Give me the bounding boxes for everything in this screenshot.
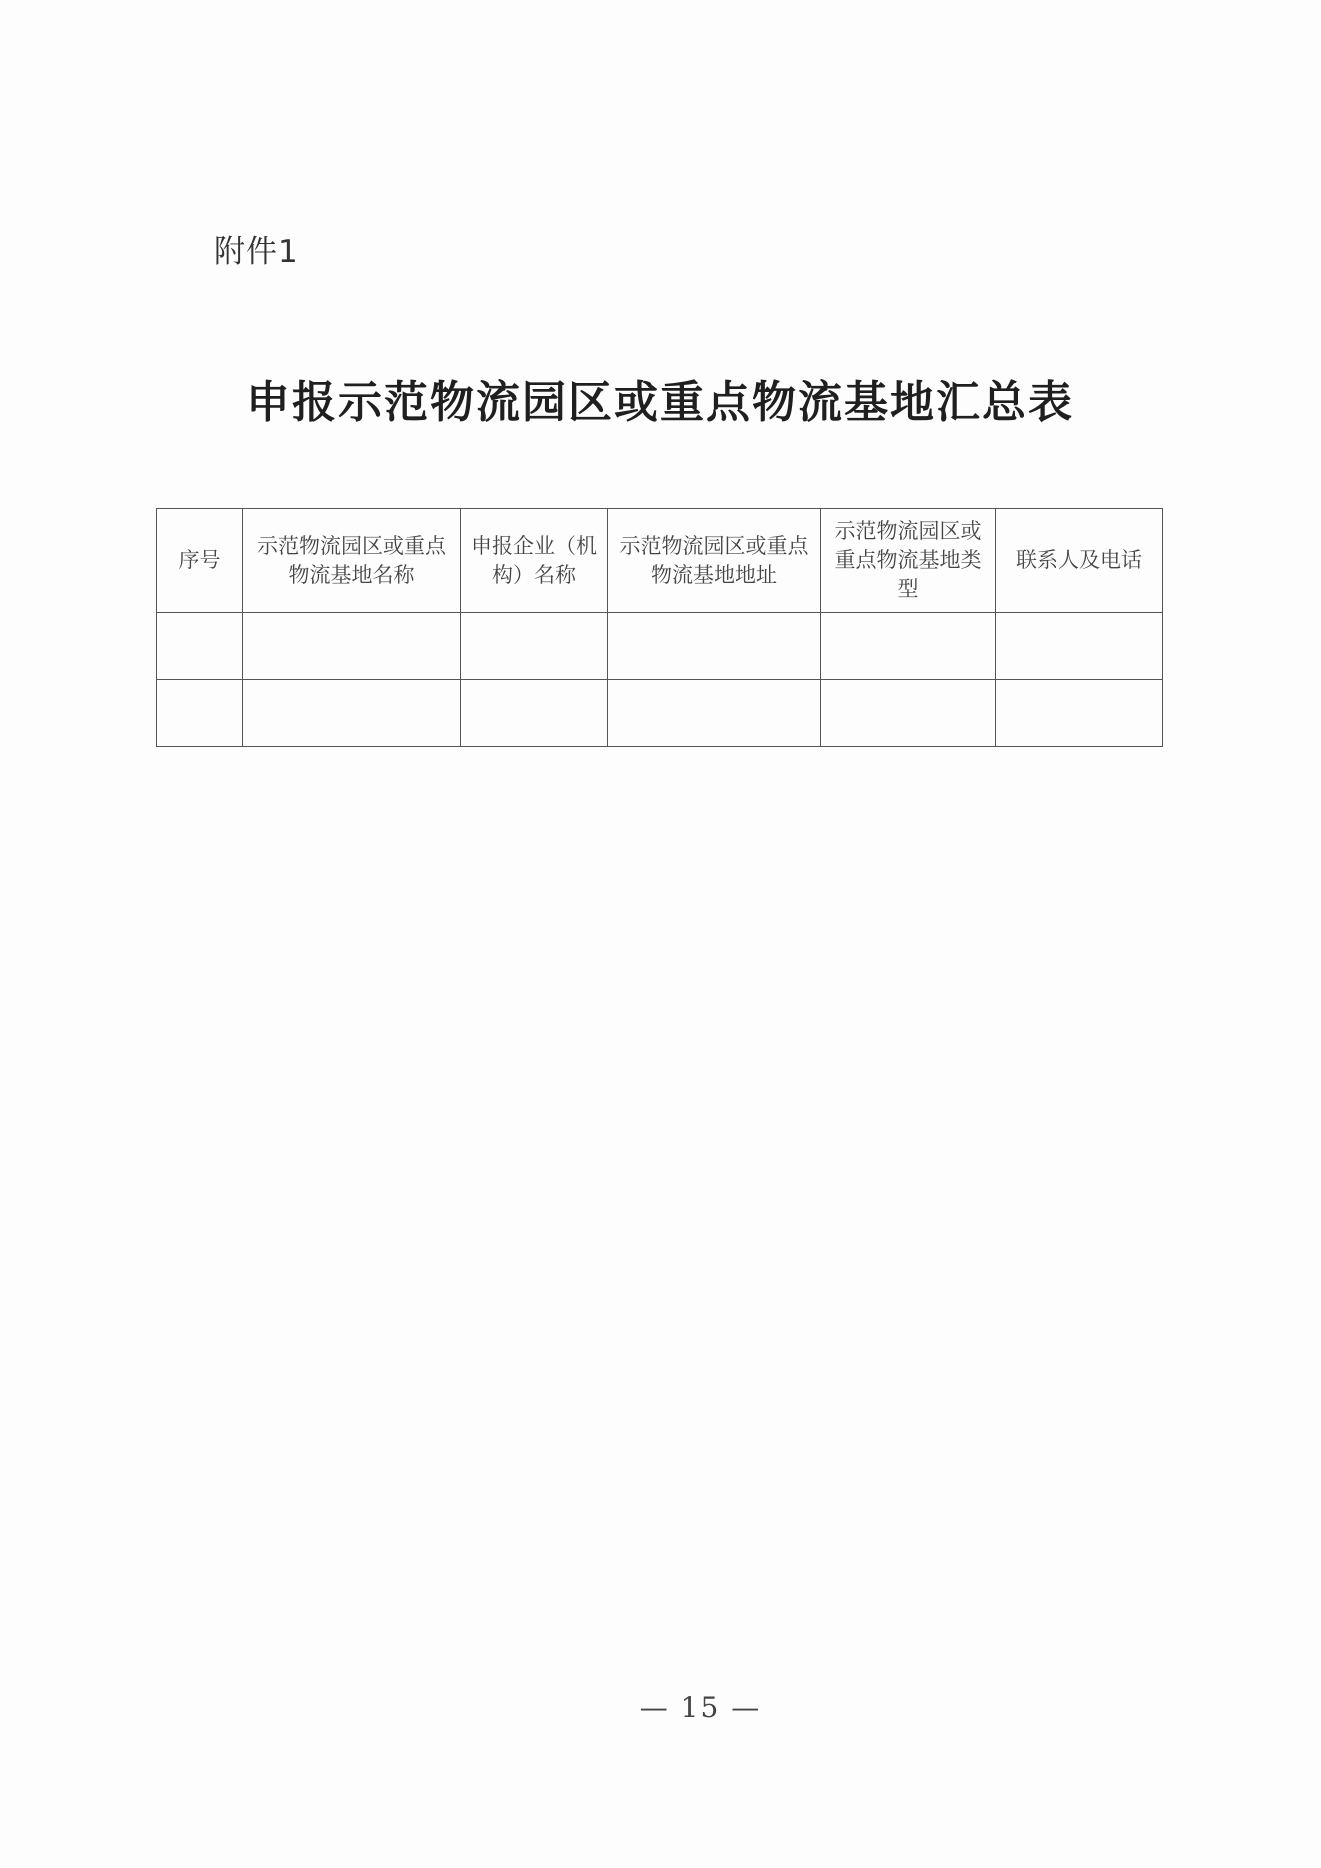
table-row [157,613,1163,680]
document-title: 申报示范物流园区或重点物流基地汇总表 [246,377,1074,428]
header-applicant-name: 申报企业（机构）名称 [461,509,608,613]
table-cell [821,613,996,680]
table-cell [996,613,1163,680]
table-cell [461,680,608,747]
header-park-name: 示范物流园区或重点物流基地名称 [243,509,461,613]
table-cell [243,680,461,747]
header-park-address: 示范物流园区或重点物流基地地址 [608,509,821,613]
table-header-row [157,509,1163,613]
table-cell [608,613,821,680]
table-cell [996,680,1163,747]
table-row [157,680,1163,747]
summary-table [156,508,1163,747]
attachment-label: 附件1 [214,234,299,270]
header-park-type: 示范物流园区或重点物流基地类型 [821,509,996,613]
header-serial-number: 序号 [157,509,243,613]
table-cell [157,613,243,680]
table-cell [157,680,243,747]
page-number: — 15 — [639,1691,762,1724]
table-cell [821,680,996,747]
table-cell [243,613,461,680]
table-cell [461,613,608,680]
header-contact: 联系人及电话 [996,509,1163,613]
table-cell [608,680,821,747]
